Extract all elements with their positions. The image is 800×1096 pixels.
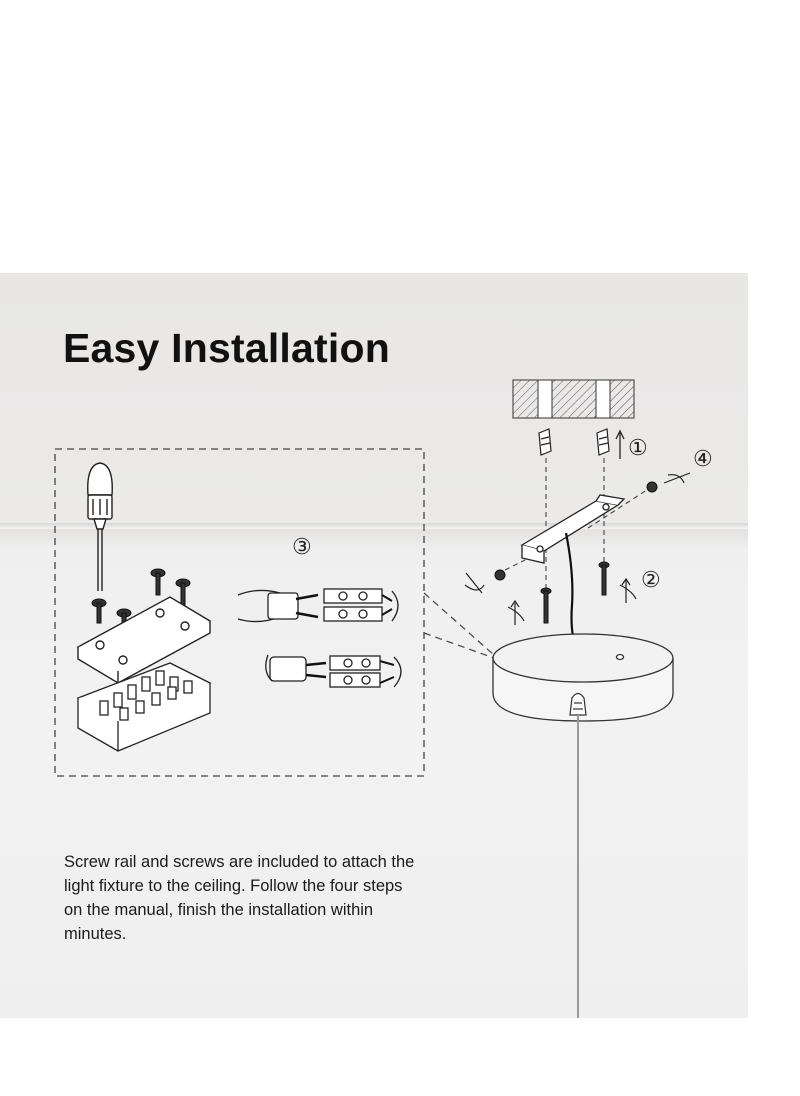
screwdriver-icon [88,463,113,591]
page-title: Easy Installation [63,325,390,371]
power-wire [566,533,576,648]
cord-grip-icon [570,694,586,716]
wire-connector-bottom-icon [266,655,401,687]
callout-line-lower [424,633,494,658]
step-3-label: ③ [292,535,312,560]
installation-panel [0,273,748,1018]
ceiling-section-icon [513,380,634,418]
up-arrow-icon [616,431,624,459]
mounting-bracket-icon [522,495,624,563]
terminal-block-icon [78,663,210,751]
wall-anchor-icons [539,429,609,455]
step-1-label: ① [628,436,648,461]
mounting-screw-icons [495,482,657,623]
description-text: Screw rail and screws are included to attach the light fixture to the ceiling. Follow the four steps on the manual, finish the installation within minutes. [64,853,415,943]
step-4-label: ④ [693,447,713,472]
wire-connector-top-icon [238,589,398,622]
step-2-label: ② [641,568,661,593]
rotate-arrow-icons [465,473,690,625]
